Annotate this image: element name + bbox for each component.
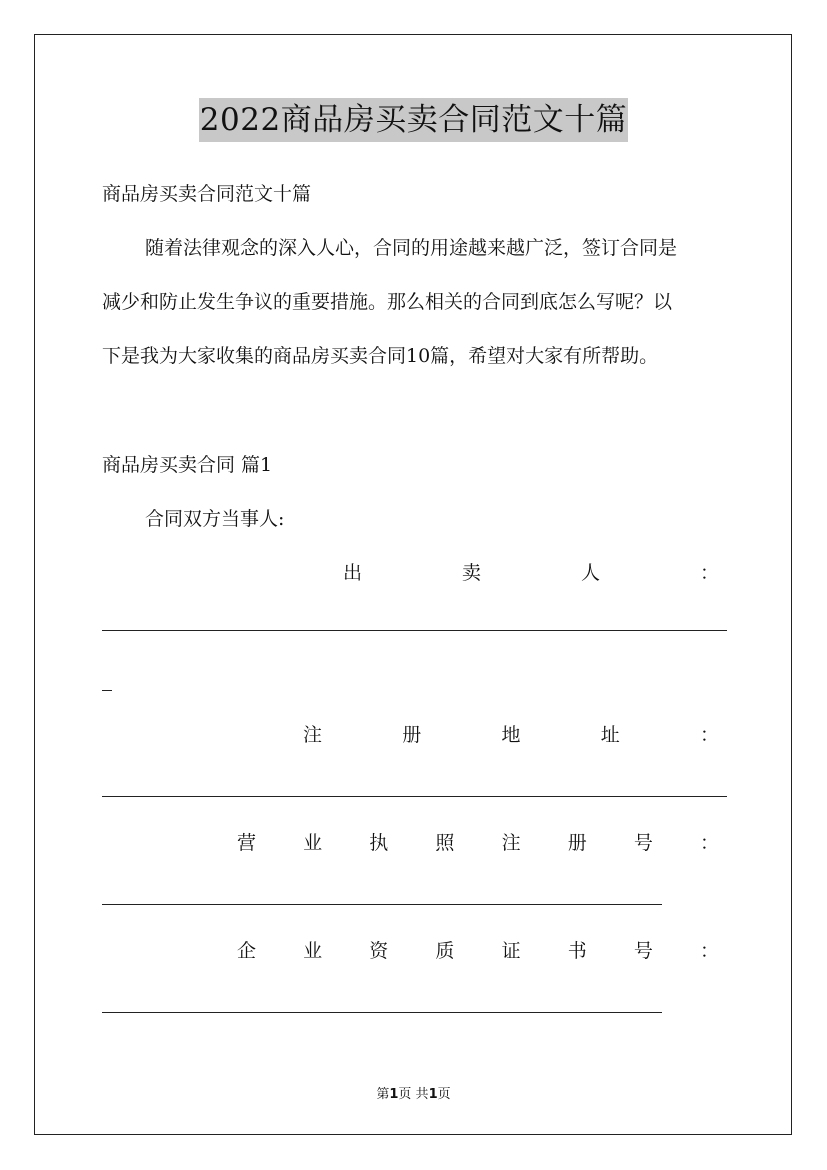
document-title: 2022商品房买卖合同范文十篇 bbox=[199, 98, 628, 142]
field-char: 人 bbox=[580, 562, 600, 584]
field-char: ： bbox=[699, 724, 719, 746]
seller-blank-tail bbox=[102, 690, 112, 691]
field-license-label bbox=[237, 830, 719, 856]
field-char: 照 bbox=[435, 832, 455, 854]
parties-label: 合同双方当事人: bbox=[145, 508, 285, 530]
field-char: 出 bbox=[343, 562, 363, 584]
field-char: 卖 bbox=[461, 562, 481, 584]
intro-line-3: 下是我为大家收集的商品房买卖合同10篇，希望对大家有所帮助。 bbox=[102, 345, 659, 367]
field-char: 企 bbox=[237, 940, 257, 962]
field-char: 注 bbox=[501, 832, 521, 854]
field-char: 书 bbox=[567, 940, 587, 962]
footer-page-mid: 页 共 bbox=[398, 1087, 429, 1102]
license-blank-line bbox=[102, 904, 662, 905]
footer-total-pages: 1 bbox=[428, 1087, 438, 1102]
field-char: 业 bbox=[303, 940, 323, 962]
field-char: 址 bbox=[600, 724, 620, 746]
intro-line-1: 随着法律观念的深入人心，合同的用途越来越广泛，签订合同是 bbox=[145, 237, 678, 259]
field-char: 业 bbox=[303, 832, 323, 854]
field-char: ： bbox=[699, 940, 719, 962]
field-char: 执 bbox=[369, 832, 389, 854]
field-char: 质 bbox=[435, 940, 455, 962]
field-seller-label bbox=[343, 560, 719, 586]
field-char: 营 bbox=[237, 832, 257, 854]
field-char: ： bbox=[699, 562, 719, 584]
field-qualification-label bbox=[237, 938, 719, 964]
field-char: 证 bbox=[501, 940, 521, 962]
address-blank-line bbox=[102, 796, 727, 797]
qualification-blank-line bbox=[102, 1012, 662, 1013]
field-char: 册 bbox=[567, 832, 587, 854]
field-char: ： bbox=[699, 832, 719, 854]
field-char: 册 bbox=[402, 724, 422, 746]
field-address-label bbox=[303, 722, 719, 748]
seller-blank-line bbox=[102, 630, 727, 631]
footer-page-number: 1 bbox=[389, 1087, 399, 1102]
footer-page-prefix: 第 bbox=[376, 1087, 390, 1102]
field-char: 注 bbox=[303, 724, 323, 746]
title-wrap bbox=[0, 98, 827, 142]
footer-page-suffix: 页 bbox=[437, 1087, 451, 1102]
page-footer bbox=[0, 1083, 827, 1102]
document-subtitle: 商品房买卖合同范文十篇 bbox=[102, 183, 312, 205]
field-char: 地 bbox=[501, 724, 521, 746]
field-char: 号 bbox=[633, 832, 653, 854]
field-char: 号 bbox=[633, 940, 653, 962]
intro-line-2: 减少和防止发生争议的重要措施。那么相关的合同到底怎么写呢？以 bbox=[102, 291, 673, 313]
field-char: 资 bbox=[369, 940, 389, 962]
section-heading: 商品房买卖合同 篇1 bbox=[102, 454, 273, 476]
